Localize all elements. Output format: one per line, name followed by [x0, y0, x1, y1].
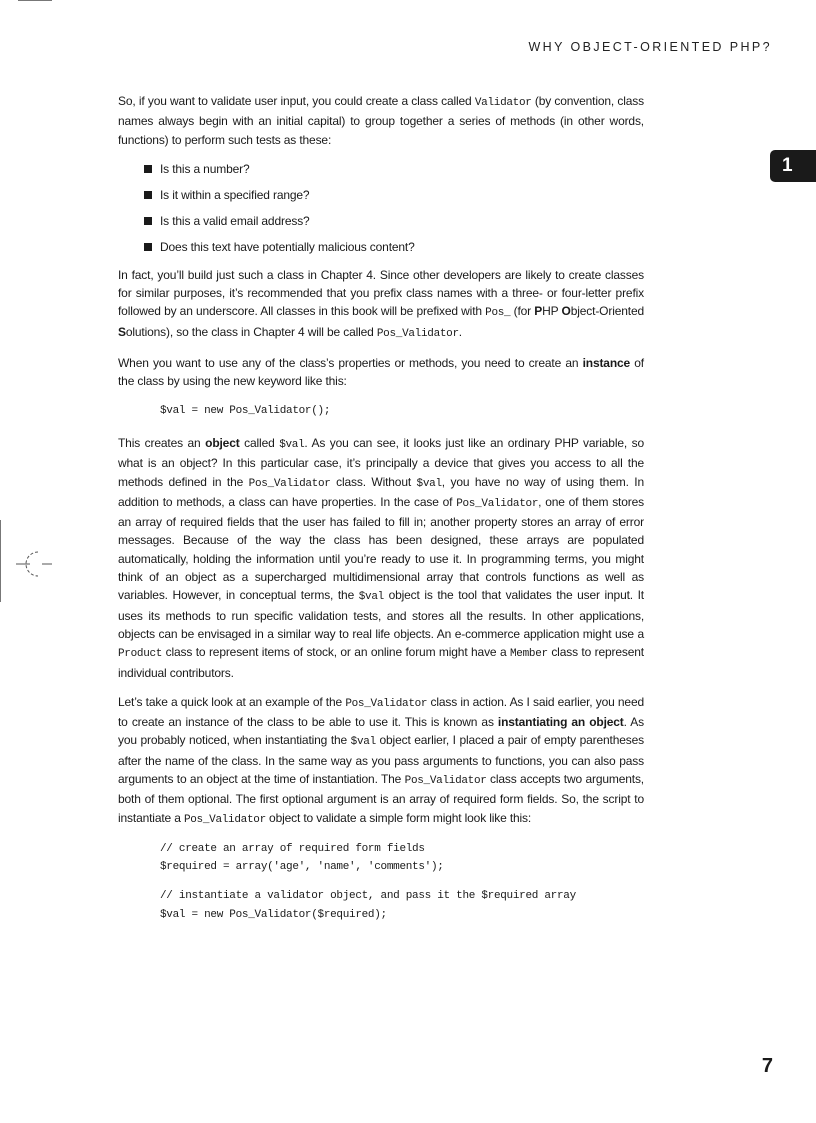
list-item: Is it within a specified range? [144, 186, 644, 204]
inline-code: Pos_ [485, 307, 511, 320]
inline-code: $val [350, 736, 376, 749]
square-bullet-icon [144, 191, 152, 199]
code-line: $val = new Pos_Validator(); [160, 404, 331, 417]
inline-code: Pos_Validator [376, 327, 459, 340]
paragraph-object: This creates an object called $val. As you can see, it looks just like an ordinary PHP variable, so what is an object? In this particular case, it’s principally a device that gives you access to all the methods defined in the Pos_Validator class. Without $val, you have no way of using them. In addition to methods, a class can have properties. In the case of Pos_Validator, one of them stores an array of required fields that the user has failed to fill in; another property stores an array of error messages. Because of the way the class has been designed, these arrays are populated automatically, holding the information until you’re ready to use it. In programming terms, you might think of an object as a supercharged multidimensional array that controls functions as well as variables. However, in conceptual terms, the $val object is the tool that validates the user input. It uses its methods to run specific validation tests, and stores all the results. In other applications, objects can be envisaged in a similar way to real life objects. An e-commerce application might use a Product class to represent items of stock, or an online forum might have a Member class to represent individual contributors. [118, 435, 644, 680]
bullet-list [118, 160, 644, 256]
inline-code: Validator [474, 97, 532, 109]
square-bullet-icon [144, 217, 152, 225]
inline-code: Pos_Validator [183, 813, 266, 826]
chapter-tab: 1 [770, 150, 816, 182]
inline-code: Pos_Validator [456, 497, 539, 510]
inline-code: $val [279, 438, 305, 451]
inline-code: Member [510, 648, 548, 661]
paragraph-intro: So, if you want to validate user input, you could create a class called Validator (by convention, class names always begin with an initial capital) to group together a series of methods (in other words, functions) to perform such tests as these: [118, 94, 644, 147]
square-bullet-icon [144, 243, 152, 251]
page-number: 7 [761, 1055, 773, 1077]
page-body [118, 92, 644, 938]
registration-mark-icon [14, 548, 54, 580]
code-line: $required = array('age', 'name', 'comments'); [160, 861, 444, 874]
crop-mark-left [0, 520, 1, 602]
paragraph-prefix: In fact, you’ll build just such a class in Chapter 4. Since other developers are likely to create classes for similar purposes, it’s recommended that you prefix class names with a three- or four-letter prefix followed by an underscore. All classes in this book will be prefixed with Pos_ (for PHP Object-Oriented Solutions), so the class in Chapter 4 will be called Pos_Validator. [118, 267, 644, 340]
paragraph-instantiation: Let’s take a quick look at an example of the Pos_Validator class in action. As I said earlier, you need to create an instance of the class to be able to use it. This is known as instantiating an object. As you probably noticed, when instantiating the $val object earlier, I placed a pair of empty parentheses after the name of the class. In the same way as you pass arguments to functions, you can also pass arguments to an object at the time of instantiation. The Pos_Validator class accepts two arguments, both of them optional. The first optional argument is an array of required form fields. So, the script to instantiate a Pos_Validator object to validate a simple form might look like this: [118, 694, 644, 826]
code-blank-line [160, 876, 644, 887]
inline-code: Pos_Validator [248, 477, 331, 490]
paragraph-instance: When you want to use any of the class’s properties or methods, you need to create an instance of the class by using the new keyword like this: [118, 356, 644, 389]
inline-code: Product [118, 648, 163, 661]
running-head: WHY OBJECT-ORIENTED PHP? [528, 40, 772, 54]
inline-code: $val [416, 477, 442, 490]
inline-code: Pos_Validator [345, 697, 428, 710]
square-bullet-icon [144, 165, 152, 173]
list-item: Is this a number? [144, 160, 644, 178]
inline-code: $val [358, 591, 384, 604]
list-item: Is this a valid email address? [144, 212, 644, 230]
code-block-required [160, 840, 644, 924]
code-line: // create an array of required form fields [160, 842, 425, 855]
code-block-instance [160, 402, 644, 420]
inline-code: Pos_Validator [404, 774, 487, 787]
code-line: $val = new Pos_Validator($required); [160, 908, 387, 921]
list-item: Does this text have potentially malicious content? [144, 238, 644, 256]
crop-mark-top [18, 0, 52, 1]
code-line: // instantiate a validator object, and pass it the $required array [160, 890, 576, 903]
